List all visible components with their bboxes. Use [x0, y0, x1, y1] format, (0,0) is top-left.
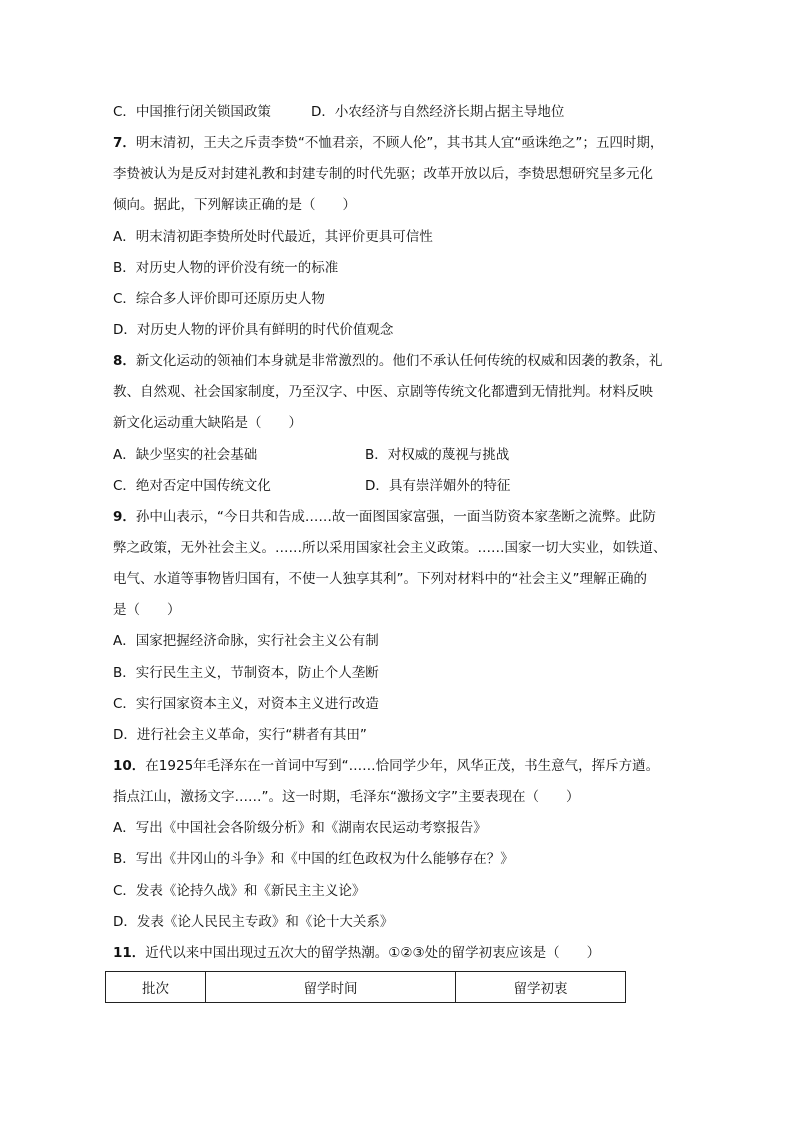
q9-option-c: C．实行国家资本主义，对资本主义进行改造	[113, 696, 379, 712]
q10-option-c: C．发表《论持久战》和《新民主主义论》	[113, 883, 366, 899]
q7-option-c: C．综合多人评价即可还原历史人物	[113, 291, 325, 307]
q7-stem-line1	[113, 133, 663, 153]
q9-stem-line4: 是（ ）	[113, 602, 181, 618]
q8-stem-line2: 教、自然观、社会国家制度，乃至汉字、中医、京剧等传统文化都遭到无情批判。材料反映	[113, 384, 653, 400]
q9-option-b: B．实行民生主义，节制资本，防止个人垄断	[113, 665, 379, 681]
q11-table	[105, 971, 626, 1003]
q7-text-line1: 明末清初，王夫之斥责李贽“不恤君亲，不顾人伦”，其书其人宜“亟诛绝之”；五四时期，	[135, 135, 664, 151]
q10-text-line1: 在1925年毛泽东在一首词中写到“……恰同学少年，风华正茂，书生意气，挥斥方遒。	[145, 758, 660, 774]
q7-option-a: A．明末清初距李贽所处时代最近，其评价更具可信性	[113, 229, 433, 245]
q6-option-d: D．小农经济与自然经济长期占据主导地位	[311, 104, 565, 120]
q10-number: 10．	[113, 758, 146, 774]
q8-stem-line1	[113, 351, 662, 371]
q8-text-line1: 新文化运动的领袖们本身就是非常激烈的。他们不承认任何传统的权威和因袭的教条，礼	[135, 353, 663, 369]
q7-stem-line2: 李贽被认为是反对封建礼教和封建专制的时代先驱；改革开放以后，李贽思想研究呈多元化	[113, 166, 653, 182]
q9-stem-line2: 弊之政策，无外社会主义。……所以采用国家社会主义政策。……国家一切大实业，如铁道、	[113, 540, 667, 556]
q8-option-c: C．绝对否定中国传统文化	[113, 478, 271, 494]
q9-text-line1: 孙中山表示，“今日共和告成……故一面图国家富强，一面当防资本家垄断之流弊。此防	[135, 509, 656, 525]
q10-stem-line1	[113, 756, 659, 776]
q7-option-b: B．对历史人物的评价没有统一的标准	[113, 260, 339, 276]
q8-option-b: B．对权威的蔑视与挑战	[365, 447, 510, 463]
q9-option-d: D．进行社会主义革命，实行“耕者有其田”	[113, 727, 367, 743]
table-header-batch: 批次	[106, 972, 206, 1003]
q9-option-a: A．国家把握经济命脉，实行社会主义公有制	[113, 633, 379, 649]
q11-number: 11．	[113, 945, 146, 961]
table-header-time: 留学时间	[206, 972, 456, 1003]
q7-number: 7．	[113, 135, 136, 151]
q9-number: 9．	[113, 509, 136, 525]
q8-option-d: D．具有崇洋媚外的特征	[365, 478, 511, 494]
q10-option-a: A．写出《中国社会各阶级分析》和《湖南农民运动考察报告》	[113, 820, 487, 836]
q11-stem-line1	[113, 943, 600, 963]
q9-stem-line1	[113, 507, 656, 527]
table-header-purpose: 留学初衷	[456, 972, 626, 1003]
q8-stem-line3: 新文化运动重大缺陷是（ ）	[113, 415, 302, 431]
q7-stem-line3: 倾向。据此，下列解读正确的是（ ）	[113, 197, 356, 213]
q6-option-c: C．中国推行闭关锁国政策	[113, 104, 271, 120]
q7-option-d: D．对历史人物的评价具有鲜明的时代价值观念	[113, 322, 394, 338]
q10-stem-line2: 指点江山，激扬文字……”。这一时期，毛泽东“激扬文字”主要表现在（ ）	[113, 789, 580, 805]
q11-text-line1: 近代以来中国出现过五次大的留学热潮。①②③处的留学初衷应该是（ ）	[145, 945, 601, 961]
q8-option-a: A．缺少坚实的社会基础	[113, 447, 258, 463]
q8-number: 8．	[113, 353, 136, 369]
q10-option-d: D．发表《论人民民主专政》和《论十大关系》	[113, 914, 394, 930]
table-header-row	[106, 972, 626, 1003]
q10-option-b: B．写出《井冈山的斗争》和《中国的红色政权为什么能够存在？》	[113, 851, 514, 867]
q9-stem-line3: 电气、水道等事物皆归国有，不使一人独享其利”。下列对材料中的“社会主义”理解正确的	[113, 571, 647, 587]
